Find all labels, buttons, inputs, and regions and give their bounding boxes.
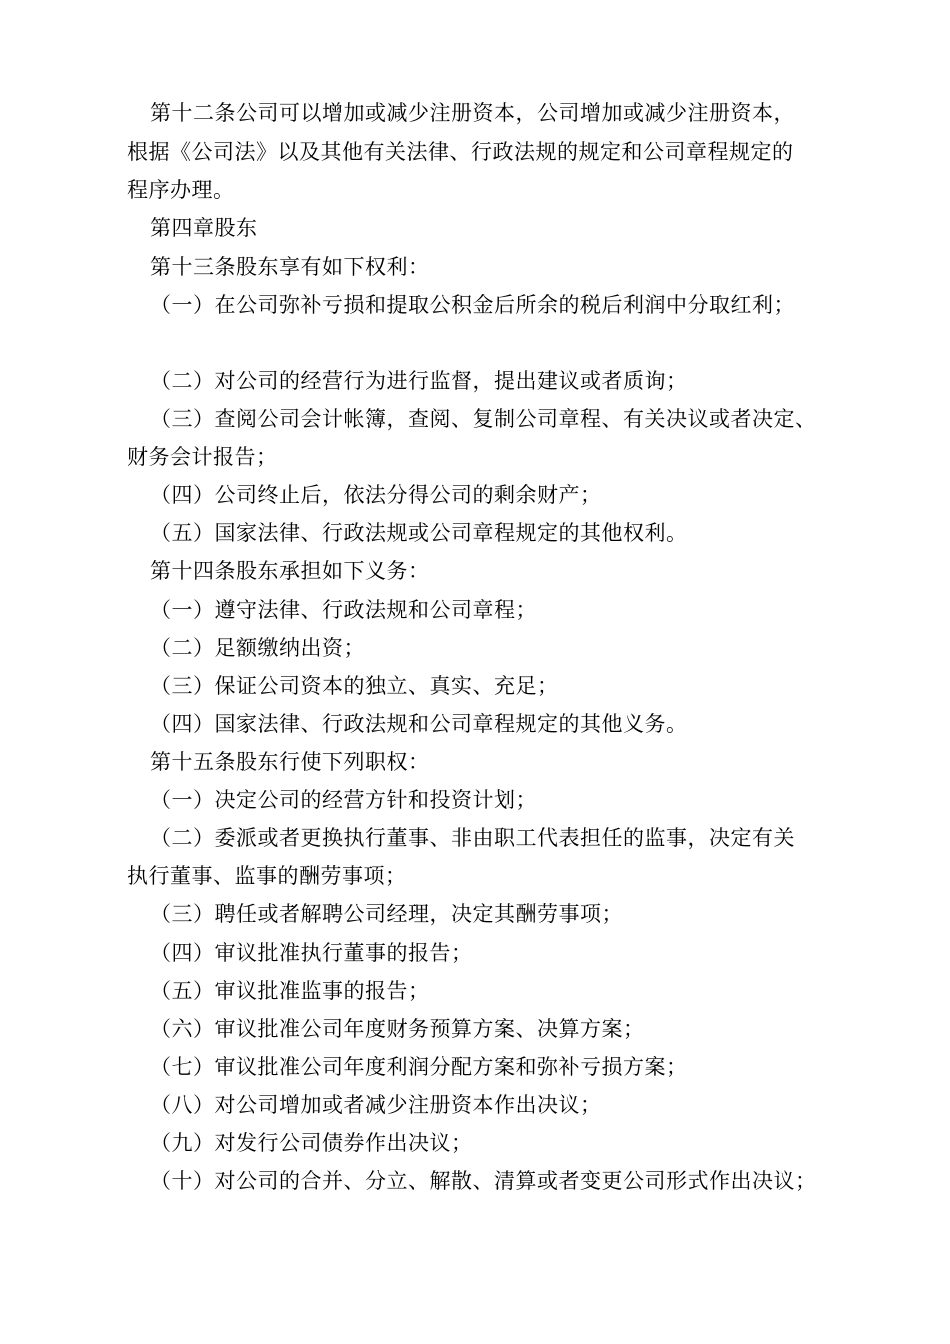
list-item-rights-4: （四）公司终止后，依法分得公司的剩余财产； — [150, 483, 602, 507]
list-item-duties-2: （二）足额缴纳出资； — [150, 636, 365, 660]
list-item-rights-3-line-2: 财务会计报告； — [127, 445, 278, 469]
list-item-rights-2: （二）对公司的经营行为进行监督，提出建议或者质询； — [150, 369, 688, 393]
list-item-powers-2-line-2: 执行董事、监事的酬劳事项； — [127, 864, 407, 888]
list-item-rights-1: （一）在公司弥补亏损和提取公积金后所余的税后利润中分取红利； — [150, 293, 795, 317]
list-item-duties-4: （四）国家法律、行政法规和公司章程规定的其他义务。 — [150, 712, 688, 736]
list-item-powers-6: （六）审议批准公司年度财务预算方案、决算方案； — [150, 1017, 645, 1041]
list-item-duties-3: （三）保证公司资本的独立、真实、充足； — [150, 674, 559, 698]
paragraph-article-13: 第十三条股东享有如下权利： — [150, 255, 430, 279]
list-item-powers-9: （九）对发行公司债券作出决议； — [150, 1131, 473, 1155]
list-item-powers-1: （一）决定公司的经营方针和投资计划； — [150, 788, 537, 812]
list-item-powers-2-line-1: （二）委派或者更换执行董事、非由职工代表担任的监事，决定有关 — [150, 826, 795, 850]
paragraph-article-12-line-3: 程序办理。 — [127, 178, 235, 202]
list-item-rights-5: （五）国家法律、行政法规或公司章程规定的其他权利。 — [150, 521, 688, 545]
list-item-powers-8: （八）对公司增加或者减少注册资本作出决议； — [150, 1093, 602, 1117]
paragraph-article-15: 第十五条股东行使下列职权： — [150, 750, 430, 774]
list-item-duties-1: （一）遵守法律、行政法规和公司章程； — [150, 598, 537, 622]
paragraph-article-12-line-2: 根据《公司法》以及其他有关法律、行政法规的规定和公司章程规定的 — [127, 140, 794, 164]
list-item-powers-3: （三）聘任或者解聘公司经理，决定其酬劳事项； — [150, 902, 623, 926]
list-item-powers-7: （七）审议批准公司年度利润分配方案和弥补亏损方案； — [150, 1055, 688, 1079]
list-item-powers-10: （十）对公司的合并、分立、解散、清算或者变更公司形式作出决议； — [150, 1169, 817, 1193]
paragraph-article-12-line-1: 第十二条公司可以增加或减少注册资本，公司增加或减少注册资本， — [150, 101, 795, 125]
list-item-powers-4: （四）审议批准执行董事的报告； — [150, 941, 473, 965]
paragraph-article-14: 第十四条股东承担如下义务： — [150, 559, 430, 583]
list-item-powers-5: （五）审议批准监事的报告； — [150, 979, 430, 1003]
chapter-heading: 第四章股东 — [150, 216, 258, 240]
list-item-rights-3-line-1: （三）查阅公司会计帐簿，查阅、复制公司章程、有关决议或者决定、 — [150, 407, 817, 431]
